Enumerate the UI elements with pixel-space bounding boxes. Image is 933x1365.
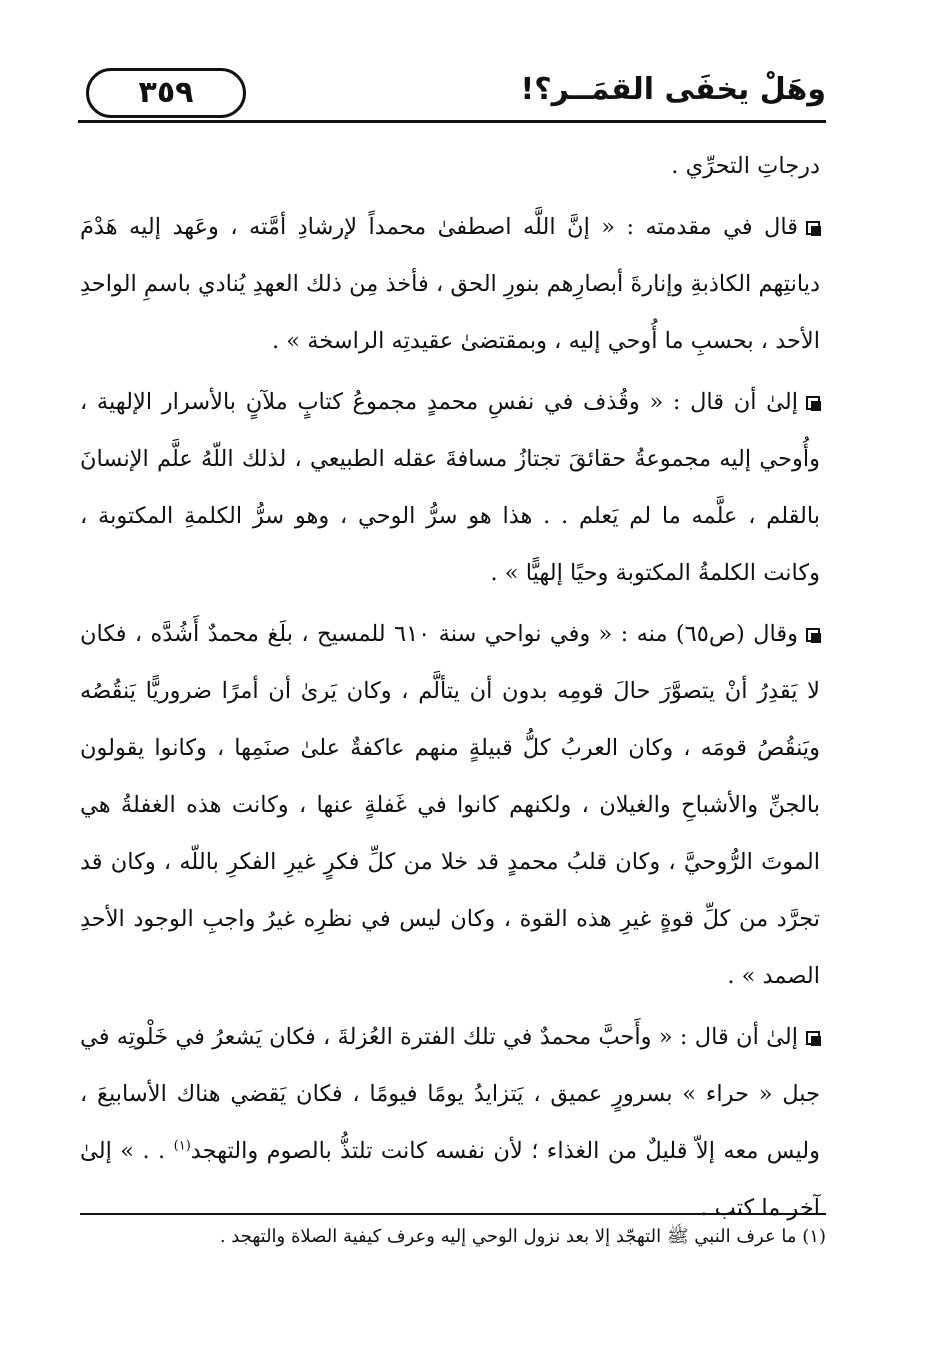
quote-paragraph bbox=[80, 374, 820, 602]
paragraph-continuation bbox=[80, 138, 820, 195]
square-bullet-icon bbox=[806, 628, 820, 642]
square-bullet-icon bbox=[806, 221, 820, 235]
page-header bbox=[78, 62, 826, 124]
page-number: ٣٥٩ bbox=[138, 75, 194, 110]
quote-paragraph bbox=[80, 1009, 820, 1237]
page-number-badge bbox=[86, 68, 246, 118]
paragraph-text: إلىٰ أن قال : « وأَحبَّ محمدٌ في تلك الفترة العُزلةَ ، فكان يَشعرُ في خَلْوتِه في جبل « حراء » بسرورٍ عميق ، يَتزايدُ يومًا فيومًا ، فكان يَقضي هناك الأسابيعَ ، وليس معه إلاّ قليلٌ من الغذاء ؛ لأن نفسه كانت تلتذُّ بالصوم والتهجد bbox=[80, 1024, 820, 1164]
square-bullet-icon bbox=[806, 396, 820, 410]
footnote-divider bbox=[80, 1213, 826, 1215]
paragraph-text: قال في مقدمته : « إنَّ اللَّه اصطفىٰ محمداً لإرشادِ أمَّته ، وعَهد إليه هَدْمَ ديانتِهم الكاذبةِ وإنارةَ أبصارِهم بنورِ الحق ، فأخذ مِن ذلك العهدِ يُنادي باسمِ الواحدِ الأحد ، بحسبِ ما أُوحي إليه ، وبمقتضىٰ عقيدتِه الراسخة » . bbox=[80, 214, 820, 354]
quote-paragraph bbox=[80, 606, 820, 1005]
paragraph-text: إلىٰ أن قال : « وقُذف في نفسِ محمدٍ مجموعُ كتابٍ ملآنٍ بالأسرار الإلهية ، وأُوحي إليه مجموعةُ حقائقَ تجتازُ مسافةَ عقله الطبيعي ، لذلك اللّهُ علَّم الإنسانَ بالقلم ، علَّمه ما لم يَعلم . . هذا هو سرُّ الوحي ، وهو سرُّ الكلمةِ المكتوبة ، وكانت الكلمةُ المكتوبة وحيًا إلهيًّا » . bbox=[80, 389, 820, 586]
header-divider bbox=[78, 120, 826, 123]
footnote-reference[interactable]: (١) bbox=[173, 1138, 191, 1154]
paragraph-text: درجاتِ التحرِّي . bbox=[671, 153, 820, 179]
running-title: وهَلْ يخفَى القمَــر؟! bbox=[520, 72, 826, 107]
paragraph-text-end: . . » إلىٰ آخر ما كتب . bbox=[80, 1138, 820, 1221]
square-bullet-icon bbox=[806, 1031, 820, 1045]
quote-paragraph bbox=[80, 199, 820, 370]
footnote: (١) ما عرف النبي ﷺ التهجّد إلا بعد نزول الوحي إليه وعرف كيفية الصلاة والتهجد . bbox=[219, 1226, 826, 1247]
main-text bbox=[80, 138, 820, 1237]
paragraph-text: وقال (ص٦٥) منه : « وفي نواحي سنة ٦١٠ للمسيح ، بلَغ محمدٌ أَشُدَّه ، فكان لا يَقدِرُ أنْ يتصوَّرَ حالَ قومِه بدون أن يتألَّم ، وكان يَرىٰ أن أمرًا ضروريًّا يَنقُصُه ويَنقُصُ قومَه ، وكان العربُ كلُّ قبيلةٍ منهم عاكفةٌ علىٰ صنَمِها ، وكانوا يقولون بالجنِّ والأشباحِ والغيلان ، ولكنهم كانوا في غَفلةٍ عنها ، وكانت هذه الغفلةُ هي الموتَ الرُّوحيَّ ، وكان قلبُ محمدٍ قد خلا من كلِّ فكرٍ غيرِ الفكرِ باللّه ، وكان قد تجرَّد من كلِّ قوةٍ غيرِ هذه القوة ، وكان ليس في نظرِه غيرُ واجبِ الوجود الأحدِ الصمد » . bbox=[80, 621, 820, 989]
